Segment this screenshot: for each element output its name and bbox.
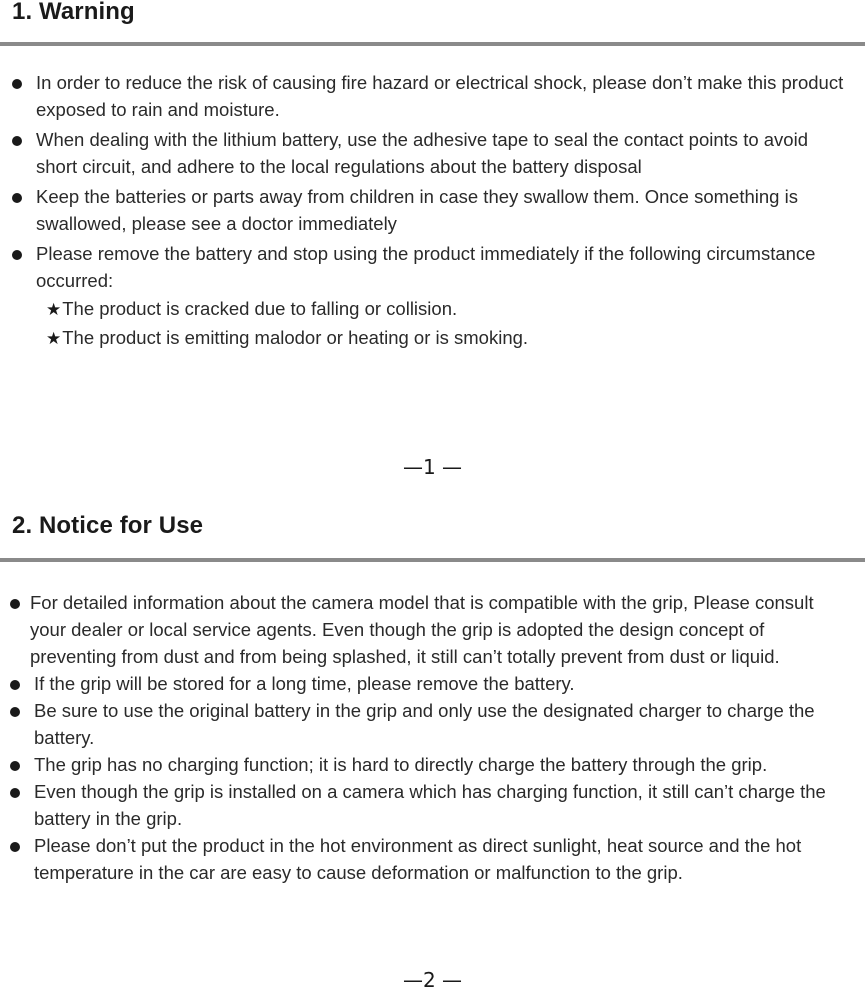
star-icon: ★ [46,300,62,320]
bullet-icon [10,788,20,798]
sub-list-item [36,295,852,324]
list-item-text: Please don’t put the product in the hot environment as direct sunlight, heat source and the hot temperature in the car are easy to cause deformation or malfunction to the grip. [34,835,802,883]
list-item [10,589,840,670]
warning-list [12,69,852,353]
list-item [12,183,852,237]
bullet-icon [10,680,20,690]
list-item-text: If the grip will be stored for a long time, please remove the battery. [34,673,575,694]
list-item [12,69,852,123]
list-item [10,697,840,751]
page-number: —1 — [402,455,463,479]
sub-list-item-text: The product is cracked due to falling or collision. [62,298,458,319]
list-item-text: Be sure to use the original battery in the grip and only use the designated charger to charge the battery. [34,700,815,748]
sub-list-item-text: The product is emitting malodor or heating or is smoking. [62,327,529,348]
bullet-icon [10,599,20,609]
list-item-text: For detailed information about the camera model that is compatible with the grip, Please consult your dealer or local service agents. Even though the grip is adopted the design concept of preventing from dust and from being splashed, it still can’t totally prevent from dust or liquid. [30,592,814,667]
list-item [12,126,852,180]
section-title-notice: 2. Notice for Use [12,512,204,539]
section-title-warning: 1. Warning [12,0,135,25]
list-item-text: In order to reduce the risk of causing fire hazard or electrical shock, please don’t make this product exposed to rain and moisture. [36,72,844,120]
bullet-icon [12,250,22,260]
page-number: —2 — [402,968,463,992]
section-divider [0,558,865,562]
notice-list [10,589,840,886]
bullet-icon [12,136,22,146]
list-item-text: When dealing with the lithium battery, use the adhesive tape to seal the contact points to avoid short circuit, and adhere to the local regulations about the battery disposal [36,129,808,177]
list-item-text: The grip has no charging function; it is hard to directly charge the battery through the grip. [34,754,768,775]
list-item-text: Keep the batteries or parts away from children in case they swallow them. Once something is swallowed, please see a doctor immediately [36,186,798,234]
list-item [10,670,840,697]
bullet-icon [12,79,22,89]
list-item [10,778,840,832]
list-item-text: Please remove the battery and stop using the product immediately if the following circumstance occurred: [36,243,816,291]
bullet-icon [10,842,20,852]
bullet-icon [12,193,22,203]
sub-list-item [36,324,852,353]
star-icon: ★ [46,329,62,349]
list-item [10,832,840,886]
bullet-icon [10,761,20,771]
section-divider [0,42,865,46]
bullet-icon [10,707,20,717]
list-item [10,751,840,778]
list-item-text: Even though the grip is installed on a camera which has charging function, it still can’t charge the battery in the grip. [34,781,826,829]
list-item [12,240,852,353]
